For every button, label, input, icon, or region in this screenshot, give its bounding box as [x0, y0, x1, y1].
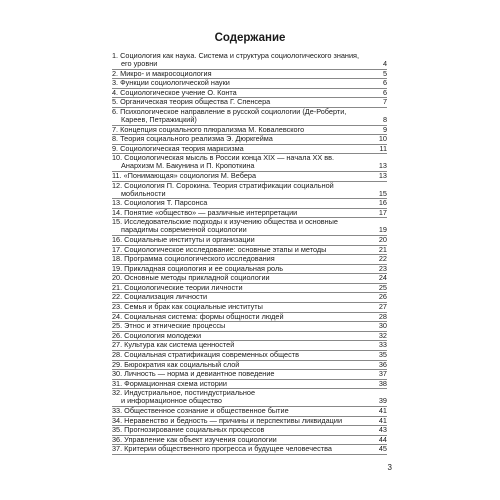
toc-entry-page: 9 — [382, 124, 387, 134]
toc-entry-page: 15 — [378, 188, 387, 198]
toc-entry-title: 30. Личность — норма и девиантное поведение — [112, 369, 275, 379]
toc-entry-title: 4. Социологическое учение О. Конта — [112, 87, 237, 97]
toc-entry-title: 7. Концепция социального плюрализма М. Ковалевского — [112, 124, 305, 134]
toc-entry-title: 23. Семья и брак как социальные институты — [112, 302, 263, 312]
toc-entry-title: 9. Социологическая теория марксизма — [112, 143, 244, 153]
toc-entry-title: 31. Формационная схема истории — [112, 378, 227, 388]
toc-entry — [112, 218, 387, 236]
toc-entry-page: 30 — [378, 321, 387, 331]
toc-entry-page: 36 — [378, 359, 387, 369]
toc-entry — [112, 182, 387, 200]
toc-entry-page: 13 — [378, 161, 387, 171]
toc-entry-page: 6 — [382, 78, 387, 88]
toc-entry-title: 1. Социология как наука. Система и структура социологического знания, — [112, 51, 360, 60]
toc-entry-page: 11 — [379, 143, 387, 153]
toc-entry-title: 35. Прогнозирование социальных процессов — [112, 425, 265, 435]
toc-entry-page: 17 — [378, 207, 387, 217]
toc-entry-title: 17. Социологическое исследование: основные этапы и методы — [112, 244, 327, 254]
toc-entry-page: 20 — [378, 234, 387, 244]
toc-entry-title: и информационное общество — [121, 396, 222, 406]
toc-entry-title: 10. Социологическая мысль в России конца XIX — начала XX вв. — [112, 153, 335, 163]
toc-entry-page: 8 — [382, 114, 387, 124]
toc-entry-title: 15. Исследовательские подходы к изучению общества и основные — [112, 217, 338, 227]
toc-entry-page: 41 — [378, 415, 387, 425]
toc-entry-title: Анархизм М. Бакунина и П. Кропоткина — [121, 161, 255, 171]
toc-entry-page: 26 — [378, 292, 387, 302]
toc-entry-title: 18. Программа социологического исследования — [112, 254, 275, 264]
toc-entry-page: 19 — [378, 225, 387, 235]
toc-entry-title: его уровни — [121, 59, 158, 68]
toc-entry-title: мобильности — [121, 188, 166, 198]
toc-entry-page: 43 — [378, 425, 387, 435]
toc-entry-page: 4 — [382, 59, 387, 68]
toc-entry-title: 13. Социология Т. Парсонса — [112, 198, 208, 208]
toc-title: Содержание — [214, 32, 286, 44]
toc-entry-title: Кареев, Петражицкий) — [121, 114, 197, 124]
toc-entry — [112, 445, 387, 455]
toc-entry-page: 35 — [378, 350, 387, 360]
toc-entry-title: 6. Психологическое направление в русской социологии (Де-Роберти, — [112, 106, 347, 116]
toc-entry-page: 5 — [382, 68, 387, 78]
toc-entry-title: 19. Прикладная социология и ее социальная роль — [112, 263, 284, 273]
toc-entry-page: 25 — [378, 282, 387, 292]
table-of-contents — [112, 52, 387, 455]
toc-entry-page: 23 — [378, 263, 387, 273]
toc-entry-title: 26. Социология молодежи — [112, 330, 202, 340]
page-number: 3 — [387, 463, 392, 472]
toc-entry-title: 24. Социальная система: формы общности людей — [112, 311, 284, 321]
toc-entry-title: 32. Индустриальное, постиндустриальное — [112, 388, 256, 398]
toc-entry-title: 37. Критерии общественного прогресса и будущее человечества — [112, 444, 332, 454]
toc-entry-page: 44 — [378, 434, 387, 444]
toc-entry-title: 5. Органическая теория общества Г. Спенсера — [112, 97, 271, 107]
toc-entry-title: 12. Социология П. Сорокина. Теория стратификации социальной — [112, 180, 334, 190]
toc-entry-page: 39 — [378, 396, 387, 406]
toc-entry-page: 33 — [378, 340, 387, 350]
toc-entry-title: 8. Теория социального реализма Э. Дюркгейма — [112, 134, 273, 144]
toc-entry-page: 7 — [382, 97, 387, 107]
toc-entry-title: 36. Управление как объект изучения социологии — [112, 434, 277, 444]
toc-entry-page: 37 — [378, 369, 387, 379]
toc-entry-page: 22 — [378, 254, 387, 264]
toc-entry-title: 3. Функции социологической науки — [112, 78, 230, 88]
toc-entry — [112, 108, 387, 126]
toc-entry-title: 20. Основные методы прикладной социологии — [112, 273, 270, 283]
toc-entry-title: 34. Неравенство и бедность — причины и перспективы ликвидации — [112, 415, 343, 425]
toc-entry-page: 32 — [378, 330, 387, 340]
toc-entry-page: 13 — [378, 170, 387, 180]
toc-entry-page: 6 — [382, 87, 387, 97]
toc-entry-title: 28. Социальная стратификация современных обществ — [112, 350, 299, 360]
toc-entry-title: 25. Этнос и этнические процессы — [112, 321, 226, 331]
toc-entry-page: 24 — [378, 273, 387, 283]
toc-entry-page: 38 — [378, 378, 387, 388]
toc-entry-page: 16 — [378, 198, 387, 208]
toc-entry-title: 21. Социологические теории личности — [112, 282, 243, 292]
toc-entry-title: парадигмы современной социологии — [121, 225, 247, 235]
toc-entry — [112, 389, 387, 407]
toc-entry-title: 22. Социализация личности — [112, 292, 208, 302]
toc-entry-page: 27 — [378, 302, 387, 312]
toc-entry — [112, 52, 387, 70]
toc-entry — [112, 154, 387, 172]
toc-entry-title: 11. «Понимающая» социология М. Вебера — [112, 170, 257, 180]
toc-entry-title: 33. Общественное сознание и общественное бытие — [112, 406, 289, 415]
toc-entry-page: 10 — [378, 134, 387, 144]
toc-entry-title: 14. Понятие «общество» — различные интерпретации — [112, 207, 298, 217]
toc-entry-page: 21 — [378, 244, 387, 254]
toc-entry-page: 28 — [378, 311, 387, 321]
toc-entry-title: 2. Микро- и макросоциология — [112, 68, 212, 78]
toc-entry-title: 16. Социальные институты и организации — [112, 234, 255, 244]
toc-entry-title: 27. Культура как система ценностей — [112, 340, 235, 350]
toc-entry-page: 45 — [378, 444, 387, 454]
toc-entry-page: 41 — [378, 406, 387, 415]
toc-entry-title: 29. Бюрократия как социальный слой — [112, 359, 240, 369]
